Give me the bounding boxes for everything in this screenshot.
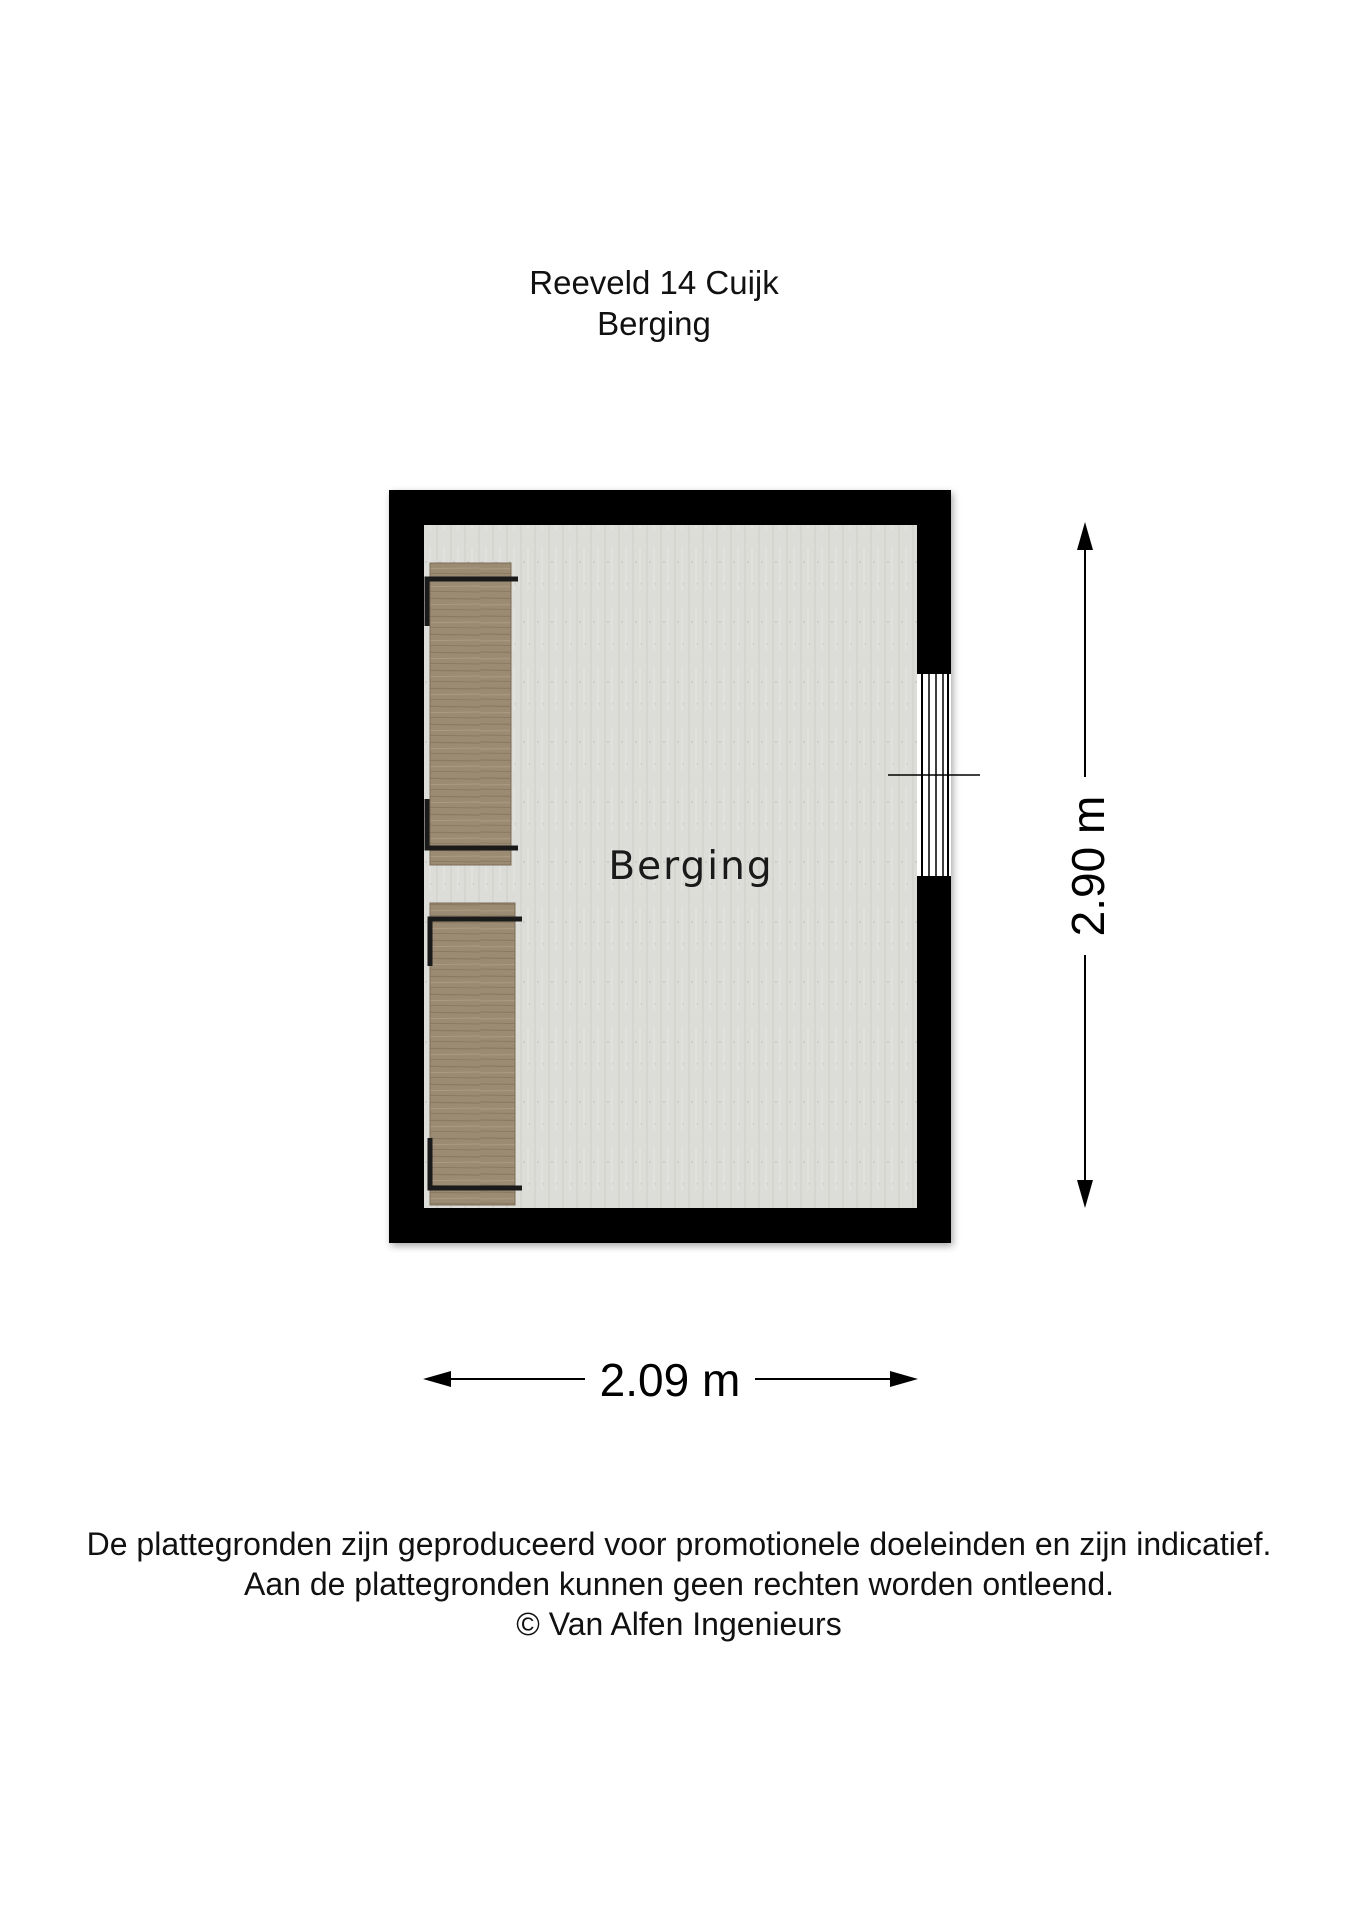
disclaimer-line-1: De plattegronden zijn geproduceerd voor promotionele doeleinden en zijn indicatief. xyxy=(86,1526,1272,1562)
height-dimension xyxy=(1062,522,1114,1208)
width-dimension xyxy=(423,1354,918,1406)
disclaimer xyxy=(0,1524,1358,1644)
width-dimension-label: 2.09 m xyxy=(599,1354,741,1406)
floor-name: Berging xyxy=(597,305,711,342)
shelf-bottom xyxy=(430,903,522,1205)
address-title: Reeveld 14 Cuijk xyxy=(529,264,779,301)
room-label: Berging xyxy=(608,844,774,889)
arrow-left-icon xyxy=(423,1371,451,1387)
height-dimension-label: 2.90 m xyxy=(1062,795,1114,937)
arrow-up-icon xyxy=(1077,522,1093,550)
arrow-right-icon xyxy=(890,1371,918,1387)
copyright-line: © Van Alfen Ingenieurs xyxy=(516,1606,842,1642)
disclaimer-line-2: Aan de plattegronden kunnen geen rechten worden ontleend. xyxy=(243,1566,1114,1602)
shelf-top xyxy=(427,563,518,865)
arrow-down-icon xyxy=(1077,1180,1093,1208)
